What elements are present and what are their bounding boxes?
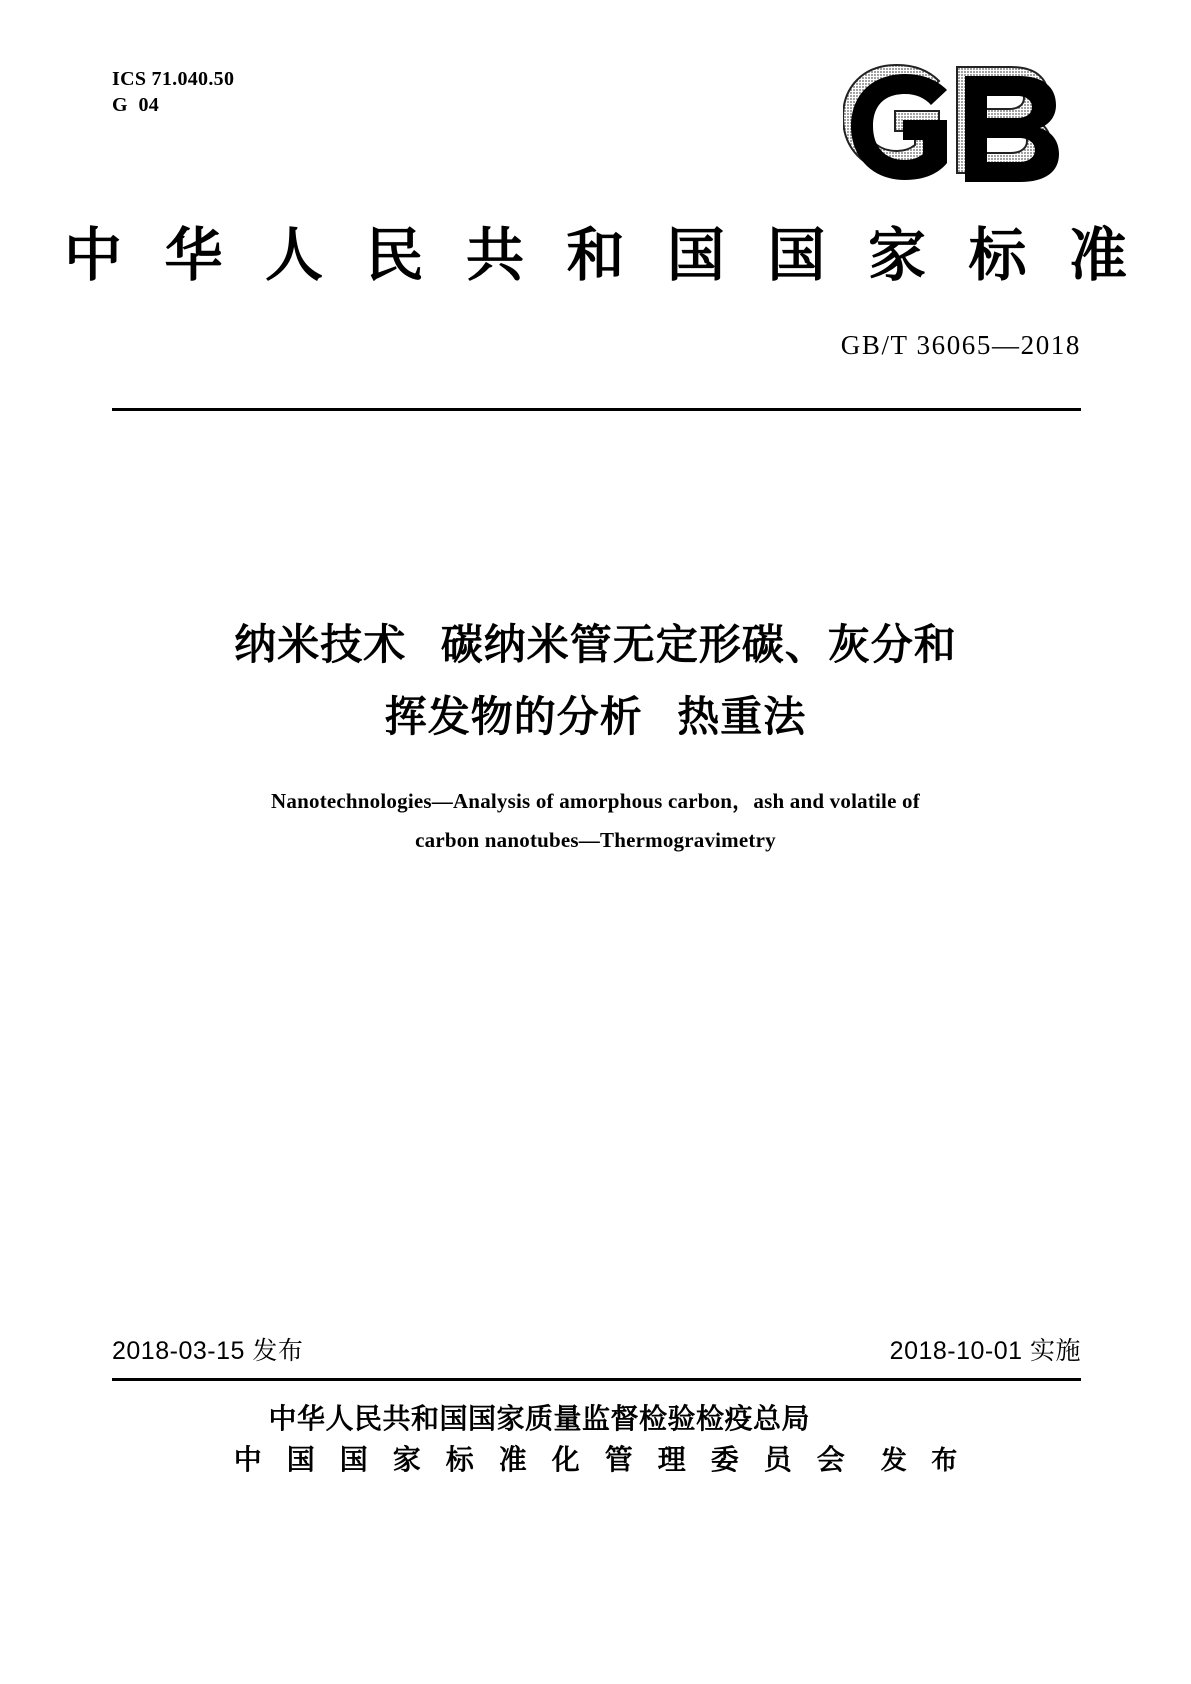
document-title-english-line2: carbon nanotubes—Thermogravimetry xyxy=(415,827,776,852)
gb-logo-icon xyxy=(843,62,1083,192)
publisher-block xyxy=(0,1400,1191,1481)
ccs-number: G 04 xyxy=(112,94,160,117)
document-title-english-line1: Nanotechnologies—Analysis of amorphous carbon，ash and volatile of xyxy=(271,789,920,813)
ics-number: ICS 71.040.50 xyxy=(112,68,235,90)
divider-bottom xyxy=(112,1378,1081,1381)
national-standard-title: 中 华 人 民 共 和 国 国 家 标 准 xyxy=(63,223,1141,288)
document-title-chinese-line1: 纳米技术 碳纳米管无定形碳、灰分和 xyxy=(234,623,957,669)
effective-date: 2018-10-01 实施 xyxy=(889,1337,1081,1365)
publisher-name-line2: 中 国 国 家 标 准 化 管 理 委 员 会 xyxy=(233,1444,854,1476)
publisher-names xyxy=(225,1400,854,1481)
publisher-action-label: 发 布 xyxy=(880,1446,967,1476)
standard-number: GB/T 36065—2018 xyxy=(840,330,1081,360)
document-title-chinese xyxy=(120,610,1071,754)
document-title-english xyxy=(160,782,1031,860)
ics-classification-block xyxy=(112,66,234,119)
document-title-chinese-line2: 挥发物的分析 热重法 xyxy=(384,695,807,742)
issue-date: 2018-03-15 发布 xyxy=(112,1337,304,1365)
divider-top xyxy=(112,408,1081,411)
publisher-name-line1: 中华人民共和国国家质量监督检验检疫总局 xyxy=(268,1404,810,1435)
